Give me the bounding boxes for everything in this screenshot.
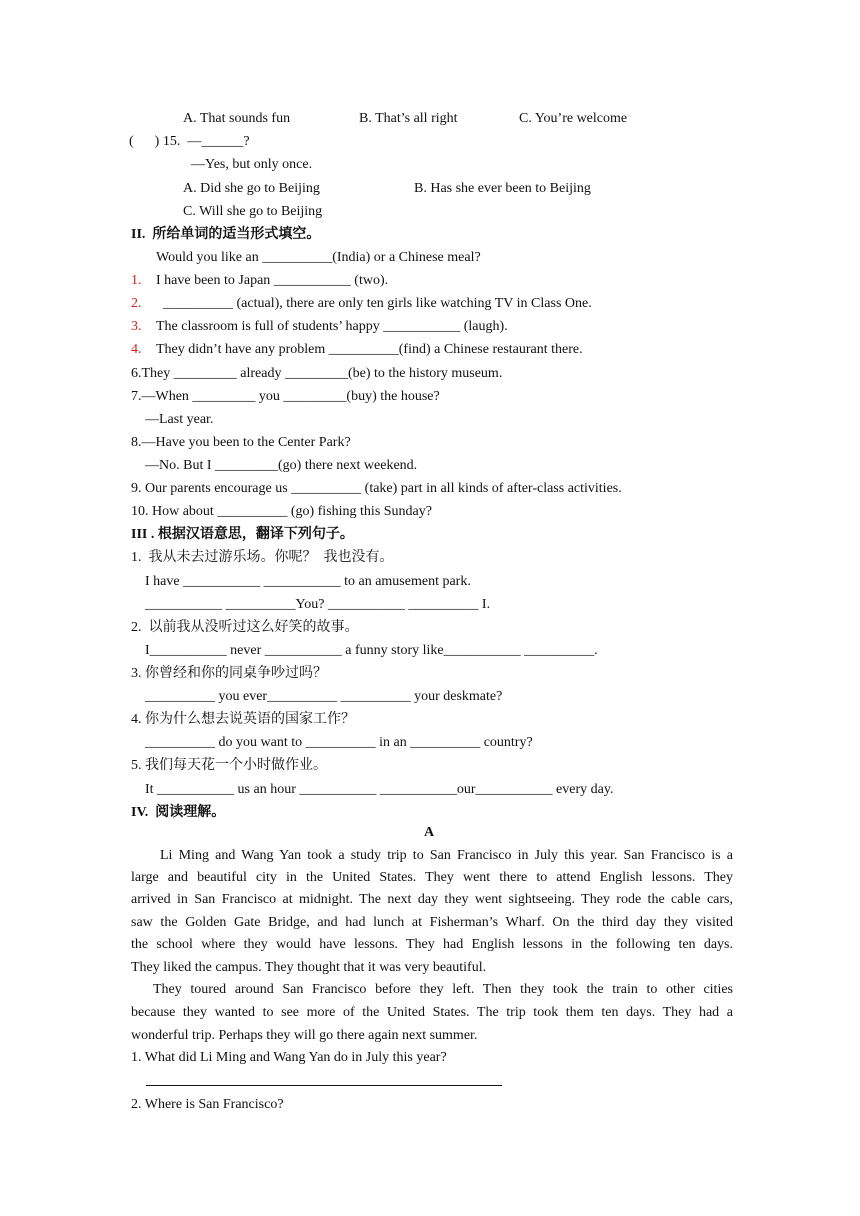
section-2-heading: II. 所给单词的适当形式填空。 xyxy=(131,227,321,242)
section-2-item-text: They didn’t have any problem __________(find) a Chinese restaurant there. xyxy=(156,342,583,357)
section-3-q2-chinese: 2. 以前我从没听过这么好笑的故事。 xyxy=(131,620,359,635)
section-3-q5-chinese: 5. 我们每天花一个小时做作业。 xyxy=(131,758,327,773)
q15-option-c: C. Will she go to Beijing xyxy=(183,204,323,219)
section-2-item-text: I have been to Japan ___________ (two). xyxy=(156,273,389,288)
section-3-q2-line: I___________ never ___________ a funny story like___________ __________. xyxy=(145,643,598,658)
section-2-item-number: 3. xyxy=(131,319,142,334)
section-2-item-text: The classroom is full of students’ happy ___________ (laugh). xyxy=(156,319,508,334)
passage-title: A xyxy=(424,825,435,840)
q14-option-c: C. You’re welcome xyxy=(519,111,628,126)
q14-option-b: B. That’s all right xyxy=(359,111,458,126)
section-2-item-number: 2. xyxy=(131,296,142,311)
q15-option-a: A. Did she go to Beijing xyxy=(183,181,320,196)
section-2-item-7-answer: —Last year. xyxy=(145,412,214,427)
section-3-q1-chinese: 1. 我从未去过游乐场。你呢？ 我也没有。 xyxy=(131,550,394,565)
reading-question-2: 2. Where is San Francisco? xyxy=(131,1097,284,1112)
q15-option-b: B. Has she ever been to Beijing xyxy=(414,181,591,196)
passage-line: They toured around San Francisco before they left. Then they took the train to other cities xyxy=(153,982,733,997)
section-3-heading: III . 根据汉语意思，翻译下列句子。 xyxy=(131,527,354,542)
passage-line: large and beautiful city in the United States. They went there to attend English lessons. They xyxy=(131,870,733,885)
section-3-q3-chinese: 3. 你曾经和你的同桌争吵过吗？ xyxy=(131,666,327,681)
section-2-intro: Would you like an __________(India) or a Chinese meal? xyxy=(156,250,481,265)
passage-line: They liked the campus. They thought that it was very beautiful. xyxy=(131,960,487,975)
passage-line: arrived in San Francisco at midnight. The next day they went sightseeing. They rode the cable cars, xyxy=(131,892,733,907)
passage-line: wonderful trip. Perhaps they will go there again next summer. xyxy=(131,1028,478,1043)
section-3-q4-chinese: 4. 你为什么想去说英语的国家工作？ xyxy=(131,712,355,727)
q14-option-a: A. That sounds fun xyxy=(183,111,291,126)
section-3-q1-line-1: I have ___________ ___________ to an amusement park. xyxy=(145,574,471,589)
section-2-item-9: 9. Our parents encourage us __________ (take) part in all kinds of after-class activities. xyxy=(131,481,622,496)
q15-stem: ( ) 15. —______? xyxy=(129,134,250,149)
section-3-q4-line: __________ do you want to __________ in an __________ country? xyxy=(145,735,533,750)
section-4-heading: IV. 阅读理解。 xyxy=(131,805,226,820)
section-2-item-text: __________ (actual), there are only ten girls like watching TV in Class One. xyxy=(163,296,592,311)
section-2-item-6: 6.They _________ already _________(be) to the history museum. xyxy=(131,366,503,381)
section-3-q1-line-2: ___________ __________You? ___________ __________ I. xyxy=(145,597,491,612)
passage-line: saw the Golden Gate Bridge, and had lunch at Fisherman’s Wharf. On the third day they visited xyxy=(131,915,733,930)
section-2-item-number: 4. xyxy=(131,342,142,357)
section-2-item-8-question: 8.—Have you been to the Center Park? xyxy=(131,435,351,450)
section-2-item-8-answer: —No. But I _________(go) there next weekend. xyxy=(145,458,418,473)
section-2-item-10: 10. How about __________ (go) fishing this Sunday? xyxy=(131,504,432,519)
section-2-item-7-question: 7.—When _________ you _________(buy) the house? xyxy=(131,389,440,404)
passage-line: Li Ming and Wang Yan took a study trip to San Francisco in July this year. San Francisco is a xyxy=(160,848,733,863)
reading-question-1: 1. What did Li Ming and Wang Yan do in July this year? xyxy=(131,1050,447,1065)
section-2-item-number: 1. xyxy=(131,273,142,288)
passage-line: because they wanted to see more of the United States. The trip took them ten days. They had a xyxy=(131,1005,733,1020)
section-3-q3-line: __________ you ever__________ __________ your deskmate? xyxy=(145,689,503,704)
section-3-q5-line: It ___________ us an hour ___________ ___________our___________ every day. xyxy=(145,782,614,797)
passage-line: the school where they would have lessons. They had English lessons in the following ten days. xyxy=(131,937,733,952)
answer-line xyxy=(146,1085,502,1086)
q15-answer: —Yes, but only once. xyxy=(191,157,313,172)
